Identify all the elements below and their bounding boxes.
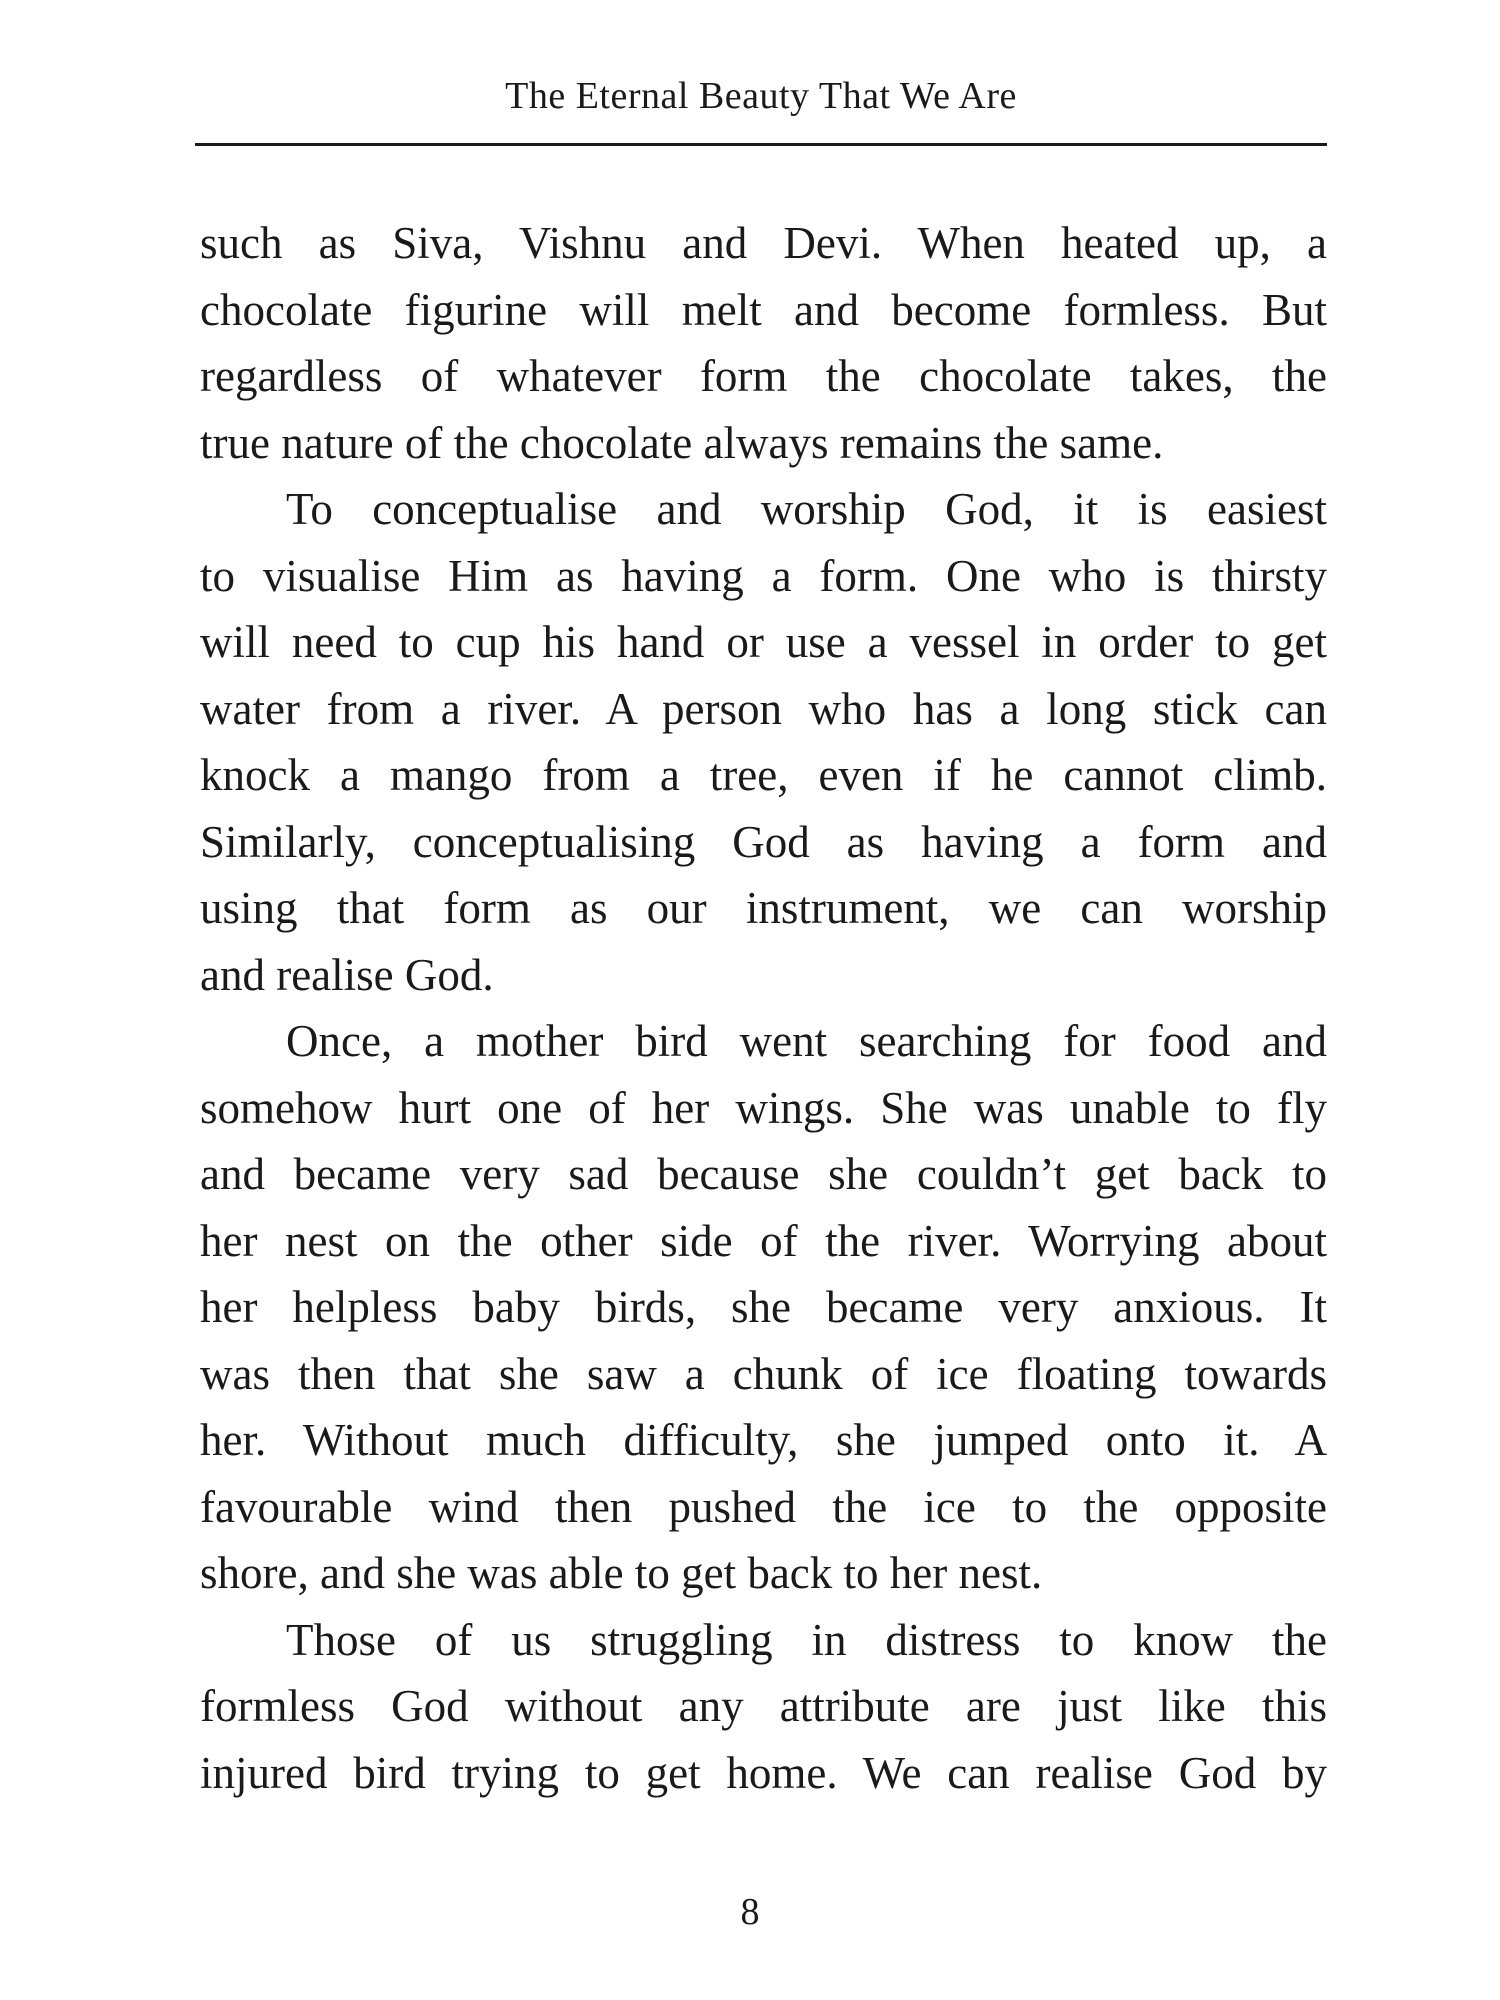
text-line: Those of us struggling in distress to know the <box>286 1614 1327 1665</box>
page-number: 8 <box>740 1891 760 1933</box>
paragraph <box>200 210 1327 476</box>
text-line: and realise God. <box>200 949 494 1000</box>
paragraph <box>200 1008 1327 1607</box>
text-line: her helpless baby birds, she became very anxious. It <box>200 1282 1327 1332</box>
body-text <box>200 210 1327 1806</box>
paragraph <box>200 1607 1327 1807</box>
text-line: somehow hurt one of her wings. She was unable to fly <box>200 1082 1327 1133</box>
text-line: formless God without any attribute are just like this <box>200 1681 1327 1731</box>
text-line: her. Without much difficulty, she jumped onto it. A <box>200 1415 1327 1465</box>
text-line: To conceptualise and worship God, it is easiest <box>286 484 1327 534</box>
text-line: her nest on the other side of the river. Worrying about <box>200 1215 1327 1266</box>
text-line: and became very sad because she couldn’t get back to <box>200 1149 1327 1199</box>
text-line: injured bird trying to get home. We can realise God by <box>200 1747 1327 1798</box>
header-rule <box>195 143 1327 146</box>
text-line: was then that she saw a chunk of ice floating towards <box>200 1348 1327 1399</box>
paragraph <box>200 476 1327 1008</box>
text-line: water from a river. A person who has a long stick can <box>200 683 1327 734</box>
text-line: regardless of whatever form the chocolate takes, the <box>200 351 1327 401</box>
text-line: true nature of the chocolate always remains the same. <box>200 417 1164 468</box>
text-line: Once, a mother bird went searching for food and <box>286 1016 1327 1066</box>
text-line: chocolate figurine will melt and become formless. But <box>200 284 1327 335</box>
text-line: knock a mango from a tree, even if he cannot climb. <box>200 750 1327 800</box>
running-title: The Eternal Beauty That We Are <box>505 75 1017 117</box>
text-line: using that form as our instrument, we can worship <box>200 883 1327 933</box>
text-line: to visualise Him as having a form. One who is thirsty <box>200 550 1327 601</box>
text-line: such as Siva, Vishnu and Devi. When heated up, a <box>200 218 1327 268</box>
text-line: shore, and she was able to get back to her nest. <box>200 1548 1043 1598</box>
text-line: favourable wind then pushed the ice to the opposite <box>200 1481 1327 1532</box>
text-line: will need to cup his hand or use a vessel in order to get <box>200 617 1327 667</box>
text-line: Similarly, conceptualising God as having a form and <box>200 816 1327 867</box>
